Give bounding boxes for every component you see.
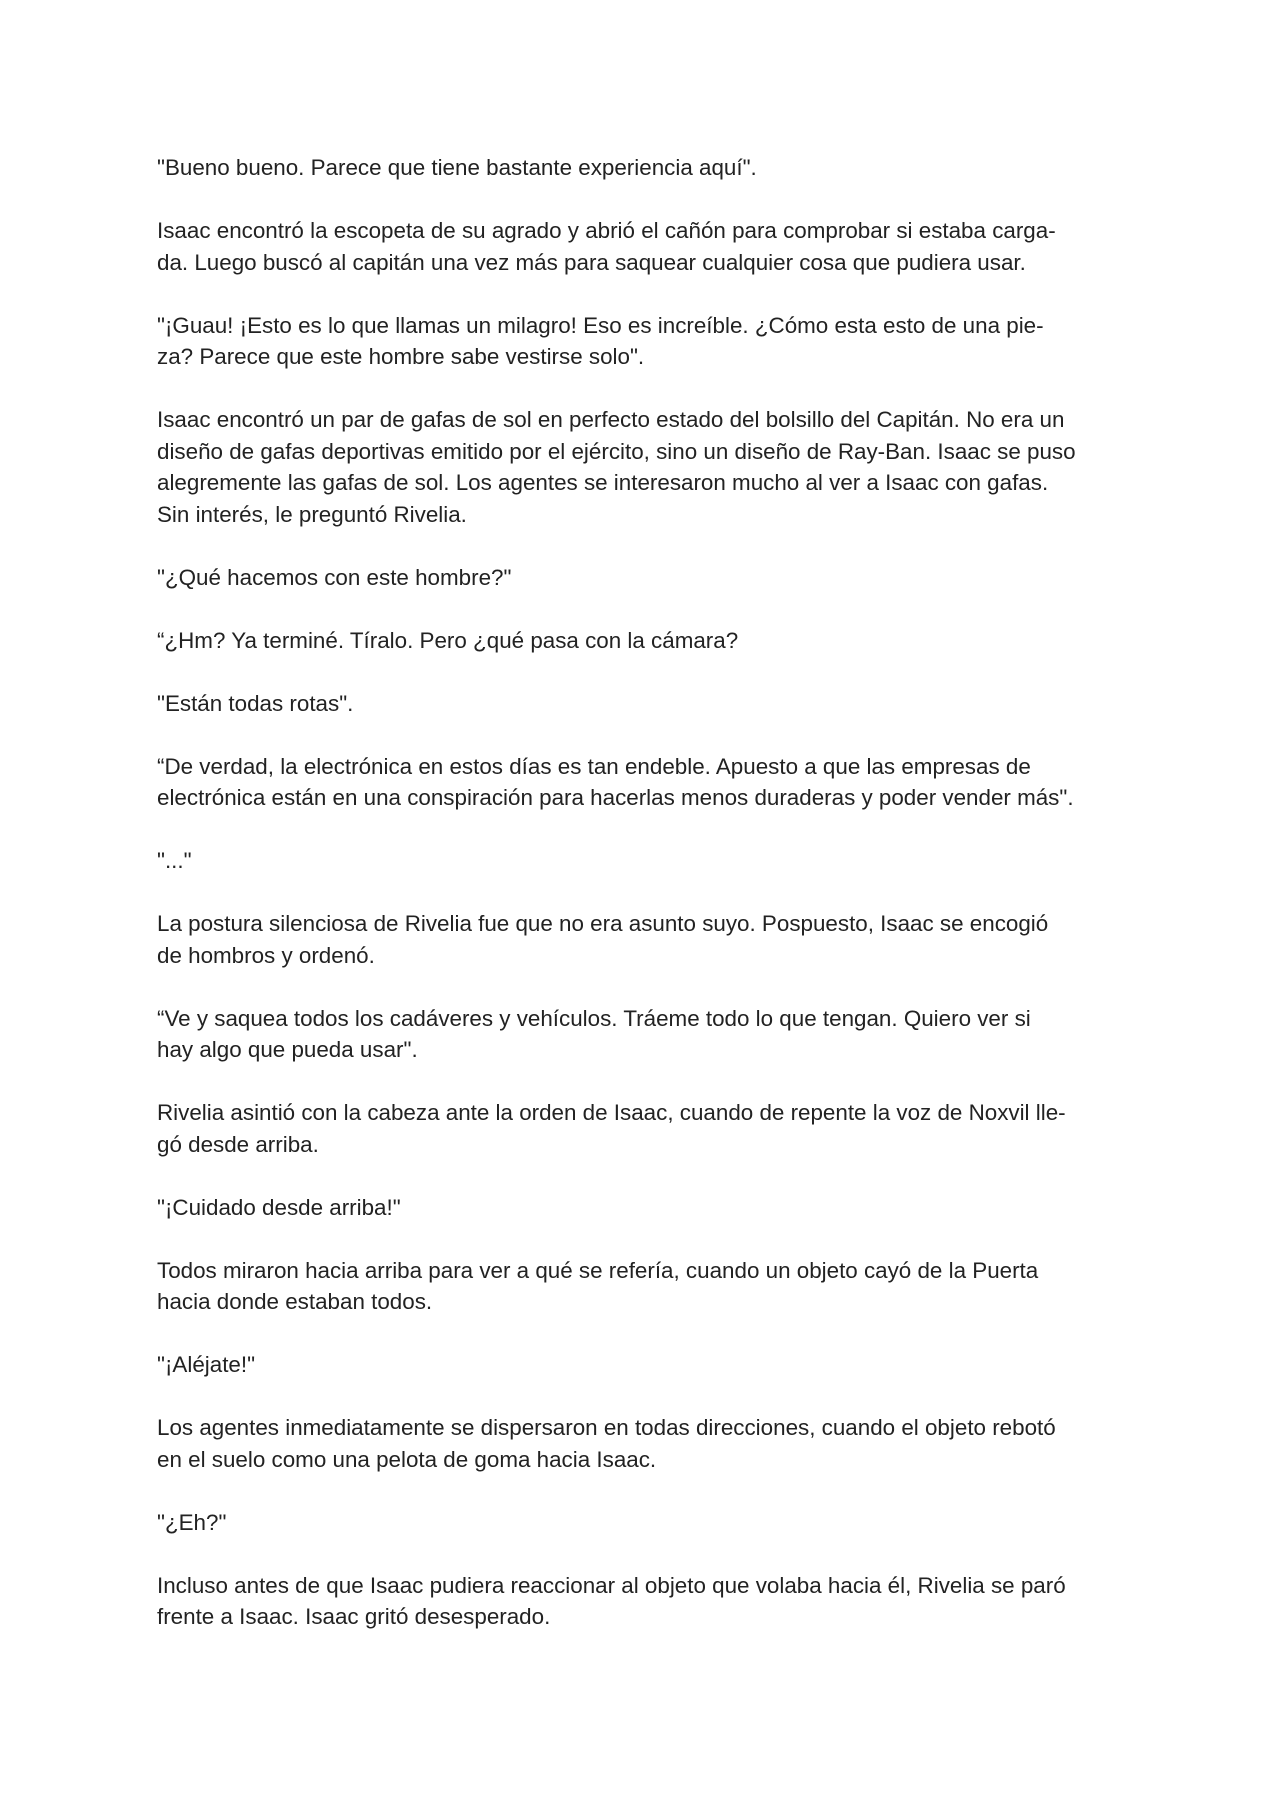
paragraph: "Bueno bueno. Parece que tiene bastante experiencia aquí". — [157, 155, 757, 180]
paragraph: La postura silenciosa de Rivelia fue que no era asunto suyo. Pospuesto, Isaac se encogió de hombros y ordenó. — [157, 911, 1049, 968]
paragraph: "¡Guau! ¡Esto es lo que llamas un milagro! Eso es increíble. ¿Cómo esta esto de una pie- za? Parece que este hombre sabe vestirse solo". — [157, 312, 1044, 369]
paragraph: Isaac encontró la escopeta de su agrado y abrió el cañón para comprobar si estaba carga- da. Luego buscó al capitán una vez más para saquear cualquier cosa que pudiera usar. — [157, 218, 1056, 275]
paragraph: "¿Qué hacemos con este hombre?" — [157, 564, 512, 590]
paragraph: “De verdad, la electrónica en estos días es tan endeble. Apuesto a que las empresas de electrónica están en una conspiración para hacerlas menos duraderas y poder vender más". — [157, 753, 1074, 810]
paragraph: "¡Cuidado desde arriba!" — [157, 1194, 401, 1220]
paragraph: Incluso antes de que Isaac pudiera reaccionar al objeto que volaba hacia él, Rivelia se paró frente a Isaac. Isaac gritó desesperado. — [157, 1572, 1066, 1629]
paragraph: “Ve y saquea todos los cadáveres y vehículos. Tráeme todo lo que tengan. Quiero ver si hay algo que pueda usar". — [157, 1005, 1031, 1062]
paragraph: "Están todas rotas". — [157, 690, 354, 716]
paragraph: Todos miraron hacia arriba para ver a qué se refería, cuando un objeto cayó de la Puerta hacia donde estaban todos. — [157, 1257, 1039, 1314]
paragraph: Los agentes inmediatamente se dispersaron en todas direcciones, cuando el objeto rebotó en el suelo como una pelota de goma hacia Isaac. — [157, 1415, 1056, 1472]
paragraph: Isaac encontró un par de gafas de sol en perfecto estado del bolsillo del Capitán. No era un diseño de gafas deportivas emitido por el ejército, sino un diseño de Ray-Ban. Isaac se puso alegremente las gafas de sol. Los agentes se interesaron mucho al ver a Isaac con gafas. Sin interés, le preguntó Rivelia. — [157, 407, 1076, 527]
paragraph: "¡Aléjate!" — [157, 1352, 256, 1377]
paragraph: Rivelia asintió con la cabeza ante la orden de Isaac, cuando de repente la voz de Noxvil lle- gó desde arriba. — [157, 1100, 1066, 1157]
paragraph: "..." — [157, 848, 192, 873]
paragraph: “¿Hm? Ya terminé. Tíralo. Pero ¿qué pasa con la cámara? — [157, 627, 739, 653]
paragraph: "¿Eh?" — [157, 1509, 227, 1535]
document-body — [157, 152, 1137, 1664]
